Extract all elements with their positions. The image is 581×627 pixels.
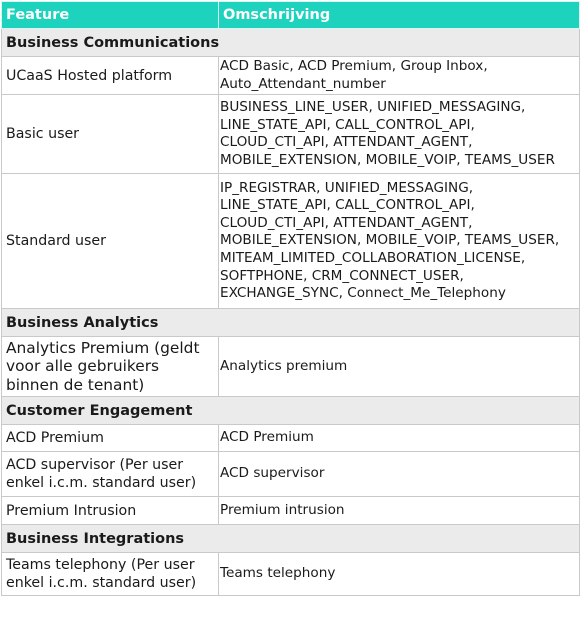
table-header-row: [2, 2, 580, 29]
feature-cell: ACD Premium: [2, 425, 219, 452]
table-row: [2, 337, 580, 397]
section-business-communications: Business Communications: [2, 29, 580, 57]
table-row: [2, 553, 580, 596]
description-cell: Teams telephony: [219, 553, 580, 596]
section-row: [2, 29, 580, 57]
table-row: [2, 57, 580, 95]
description-column-header: Omschrijving: [219, 2, 580, 29]
description-cell: Analytics premium: [219, 337, 580, 397]
feature-cell: Premium Intrusion: [2, 497, 219, 525]
description-cell: BUSINESS_LINE_USER, UNIFIED_MESSAGING, LINE_STATE_API, CALL_CONTROL_API, CLOUD_CTI_API, ATTENDANT_AGENT, MOBILE_EXTENSION, MOBILE_VOIP, TEAMS_USER: [219, 95, 580, 174]
description-cell: ACD Premium: [219, 425, 580, 452]
description-cell: ACD supervisor: [219, 452, 580, 497]
section-row: [2, 397, 580, 425]
table-row: [2, 425, 580, 452]
section-row: [2, 309, 580, 337]
feature-cell: Teams telephony (Per user enkel i.c.m. standard user): [2, 553, 219, 596]
feature-cell: UCaaS Hosted platform: [2, 57, 219, 95]
section-row: [2, 525, 580, 553]
section-business-analytics: Business Analytics: [2, 309, 580, 337]
feature-cell: Basic user: [2, 95, 219, 174]
feature-cell: ACD supervisor (Per user enkel i.c.m. standard user): [2, 452, 219, 497]
description-cell: IP_REGISTRAR, UNIFIED_MESSAGING, LINE_STATE_API, CALL_CONTROL_API, CLOUD_CTI_API, ATTENDANT_AGENT, MOBILE_EXTENSION, MOBILE_VOIP, TEAMS_USER, MITEAM_LIMITED_COLLABORATION_LICENSE, SOFTPHONE, CRM_CONNECT_USER, EXCHANGE_SYNC, Connect_Me_Telephony: [219, 174, 580, 309]
feature-cell: Analytics Premium (geldt voor alle gebruikers binnen de tenant): [2, 337, 219, 397]
section-customer-engagement: Customer Engagement: [2, 397, 580, 425]
feature-table: [1, 1, 580, 596]
description-cell: ACD Basic, ACD Premium, Group Inbox, Auto_Attendant_number: [219, 57, 580, 95]
table-row: [2, 452, 580, 497]
description-cell: Premium intrusion: [219, 497, 580, 525]
table-row: [2, 174, 580, 309]
section-business-integrations: Business Integrations: [2, 525, 580, 553]
table-row: [2, 95, 580, 174]
feature-column-header: Feature: [2, 2, 219, 29]
table-row: [2, 497, 580, 525]
feature-cell: Standard user: [2, 174, 219, 309]
